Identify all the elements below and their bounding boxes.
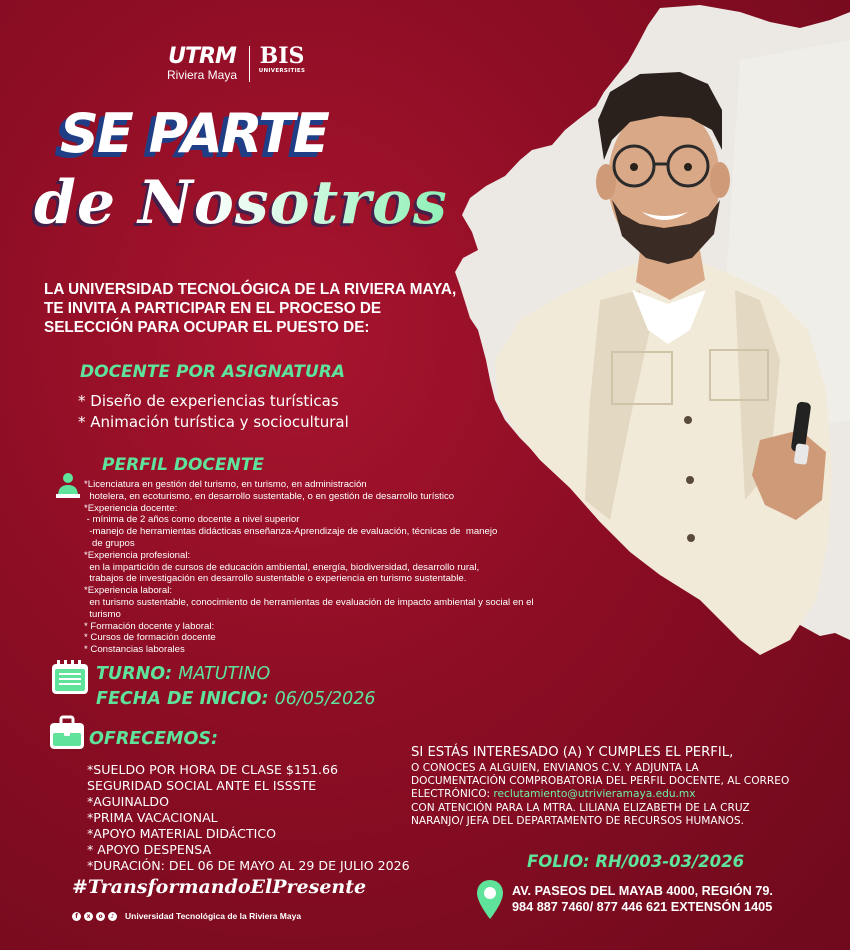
utrm-logo [162, 46, 242, 82]
role-title: DOCENTE POR ASIGNATURA [80, 362, 346, 382]
ofrecemos-item: *DURACIÓN: DEL 06 DE MAYO AL 29 DE JULIO 2026 [87, 858, 410, 873]
turno-line [96, 663, 270, 686]
perfil-line: - mínima de 2 años como docente a nivel superior [84, 514, 300, 526]
tiktok-icon[interactable]: ♪ [108, 912, 117, 921]
instructions-line: DOCUMENTACIÓN COMPROBATORIA DEL PERFIL DOCENTE, AL CORREO [411, 775, 790, 788]
bis-logo-subtitle: UNIVERSITIES [258, 68, 306, 74]
instructions-line: NARANJO/ JEFA DEL DEPARTAMENTO DE RECURSOS HUMANOS. [411, 814, 744, 827]
ofrecemos-item: *PRIMA VACACIONAL [87, 810, 218, 825]
perfil-line: trabajos de investigación en desarrollo sustentable o experiencia en turismo sustentable. [84, 573, 467, 585]
perfil-line: en la impartición de cursos de educación ambiental, energía, biodiversidad, desarrollo rural, [84, 561, 480, 573]
folio: FOLIO: RH/003-03/2026 [527, 852, 745, 871]
ofrecemos-item: * APOYO DESPENSA [87, 842, 212, 857]
hashtag: #TransformandoElPresente [72, 876, 367, 898]
perfil-line: turismo [84, 608, 121, 620]
turno-label: TURNO: [96, 664, 173, 684]
footer-university-name: Universidad Tecnológica de la Riviera Maya [125, 911, 302, 921]
ofrecemos-item: *SUELDO POR HORA DE CLASE $151.66 [87, 762, 339, 777]
email-prefix: ELECTRÓNICO: [411, 788, 494, 801]
calendar-icon [51, 659, 89, 695]
instructions-line: CON ATENCIÓN PARA LA MTRA. LILIANA ELIZABETH DE LA CRUZ [411, 801, 750, 814]
instructions-email-line [411, 788, 850, 801]
fecha-line [96, 688, 375, 711]
email-link[interactable]: reclutamiento@utrivieramaya.edu.mx [493, 788, 696, 801]
perfil-line: de grupos [84, 537, 135, 549]
location-pin-icon [476, 879, 504, 921]
x-icon[interactable]: x [84, 912, 93, 921]
instructions-line: O CONOCES A ALGUIEN, ENVIANOS C.V. Y ADJUNTA LA [411, 762, 699, 774]
perfil-line: * Constancias laborales [84, 644, 185, 656]
briefcase-icon [49, 715, 85, 751]
bis-logo [256, 44, 308, 74]
fecha-value: 06/05/2026 [274, 689, 376, 709]
facebook-icon[interactable]: f [72, 912, 81, 921]
social-links [72, 911, 301, 921]
role-item: * Animación turística y sociocultural [78, 413, 349, 431]
turno-value: MATUTINO [178, 664, 271, 684]
perfil-line: * Cursos de formación docente [84, 632, 216, 644]
headline-se-parte: SE PARTE [60, 102, 328, 165]
bis-logo-mark: BIS [259, 43, 305, 69]
perfil-line: * Formación docente y laboral: [84, 620, 215, 632]
perfil-title: PERFIL DOCENTE [102, 455, 264, 475]
ofrecemos-list [87, 762, 410, 874]
fecha-label: FECHA DE INICIO: [96, 689, 269, 709]
ofrecemos-title: OFRECEMOS: [89, 729, 218, 749]
instagram-icon[interactable]: o [96, 912, 105, 921]
perfil-line: *Experiencia laboral: [84, 585, 172, 597]
perfil-line: hotelera, en ecoturismo, en desarrollo sustentable, o en gestión de desarrollo turístico [84, 490, 455, 502]
teacher-profile-icon [56, 472, 80, 498]
utrm-logo-subtitle: Riviera Maya [166, 68, 238, 82]
instructions-heading: SI ESTÁS INTERESADO (A) Y CUMPLES EL PERFIL, [411, 745, 734, 760]
address-block [512, 883, 773, 915]
address-line: AV. PASEOS DEL MAYAB 4000, REGIÓN 79. [512, 884, 773, 898]
application-instructions [411, 744, 850, 828]
perfil-line: *Licenciatura en gestión del turismo, en turismo, en administración [84, 479, 367, 490]
ofrecemos-item: SEGURIDAD SOCIAL ANTE EL ISSSTE [87, 778, 317, 793]
phone-line: 984 887 7460/ 877 446 621 EXTENSÓN 1405 [512, 900, 773, 914]
intro-text: LA UNIVERSIDAD TECNOLÓGICA DE LA RIVIERA MAYA, TE INVITA A PARTICIPAR EN EL PROCESO DE SELECCIÓN PARA OCUPAR EL PUESTO DE: [44, 281, 457, 336]
perfil-line: *Experiencia profesional: [84, 549, 191, 561]
utrm-logo-mark: UTRM [168, 44, 236, 69]
role-list [78, 391, 349, 433]
headline-de-nosotros: de Nosotros [34, 168, 448, 238]
perfil-line: en turismo sustentable, conocimiento de herramientas de evaluación de impacto ambiental y social en el [84, 596, 534, 608]
ofrecemos-item: *APOYO MATERIAL DIDÁCTICO [87, 826, 277, 841]
perfil-requirements [84, 479, 644, 656]
logo-divider [249, 46, 250, 82]
ofrecemos-item: *AGUINALDO [87, 794, 170, 809]
perfil-line: -manejo de herramientas didácticas enseñanza-Aprendizaje de evaluación, técnicas de manejo [84, 526, 498, 538]
role-item: * Diseño de experiencias turísticas [78, 392, 339, 410]
perfil-line: *Experiencia docente: [84, 502, 178, 514]
